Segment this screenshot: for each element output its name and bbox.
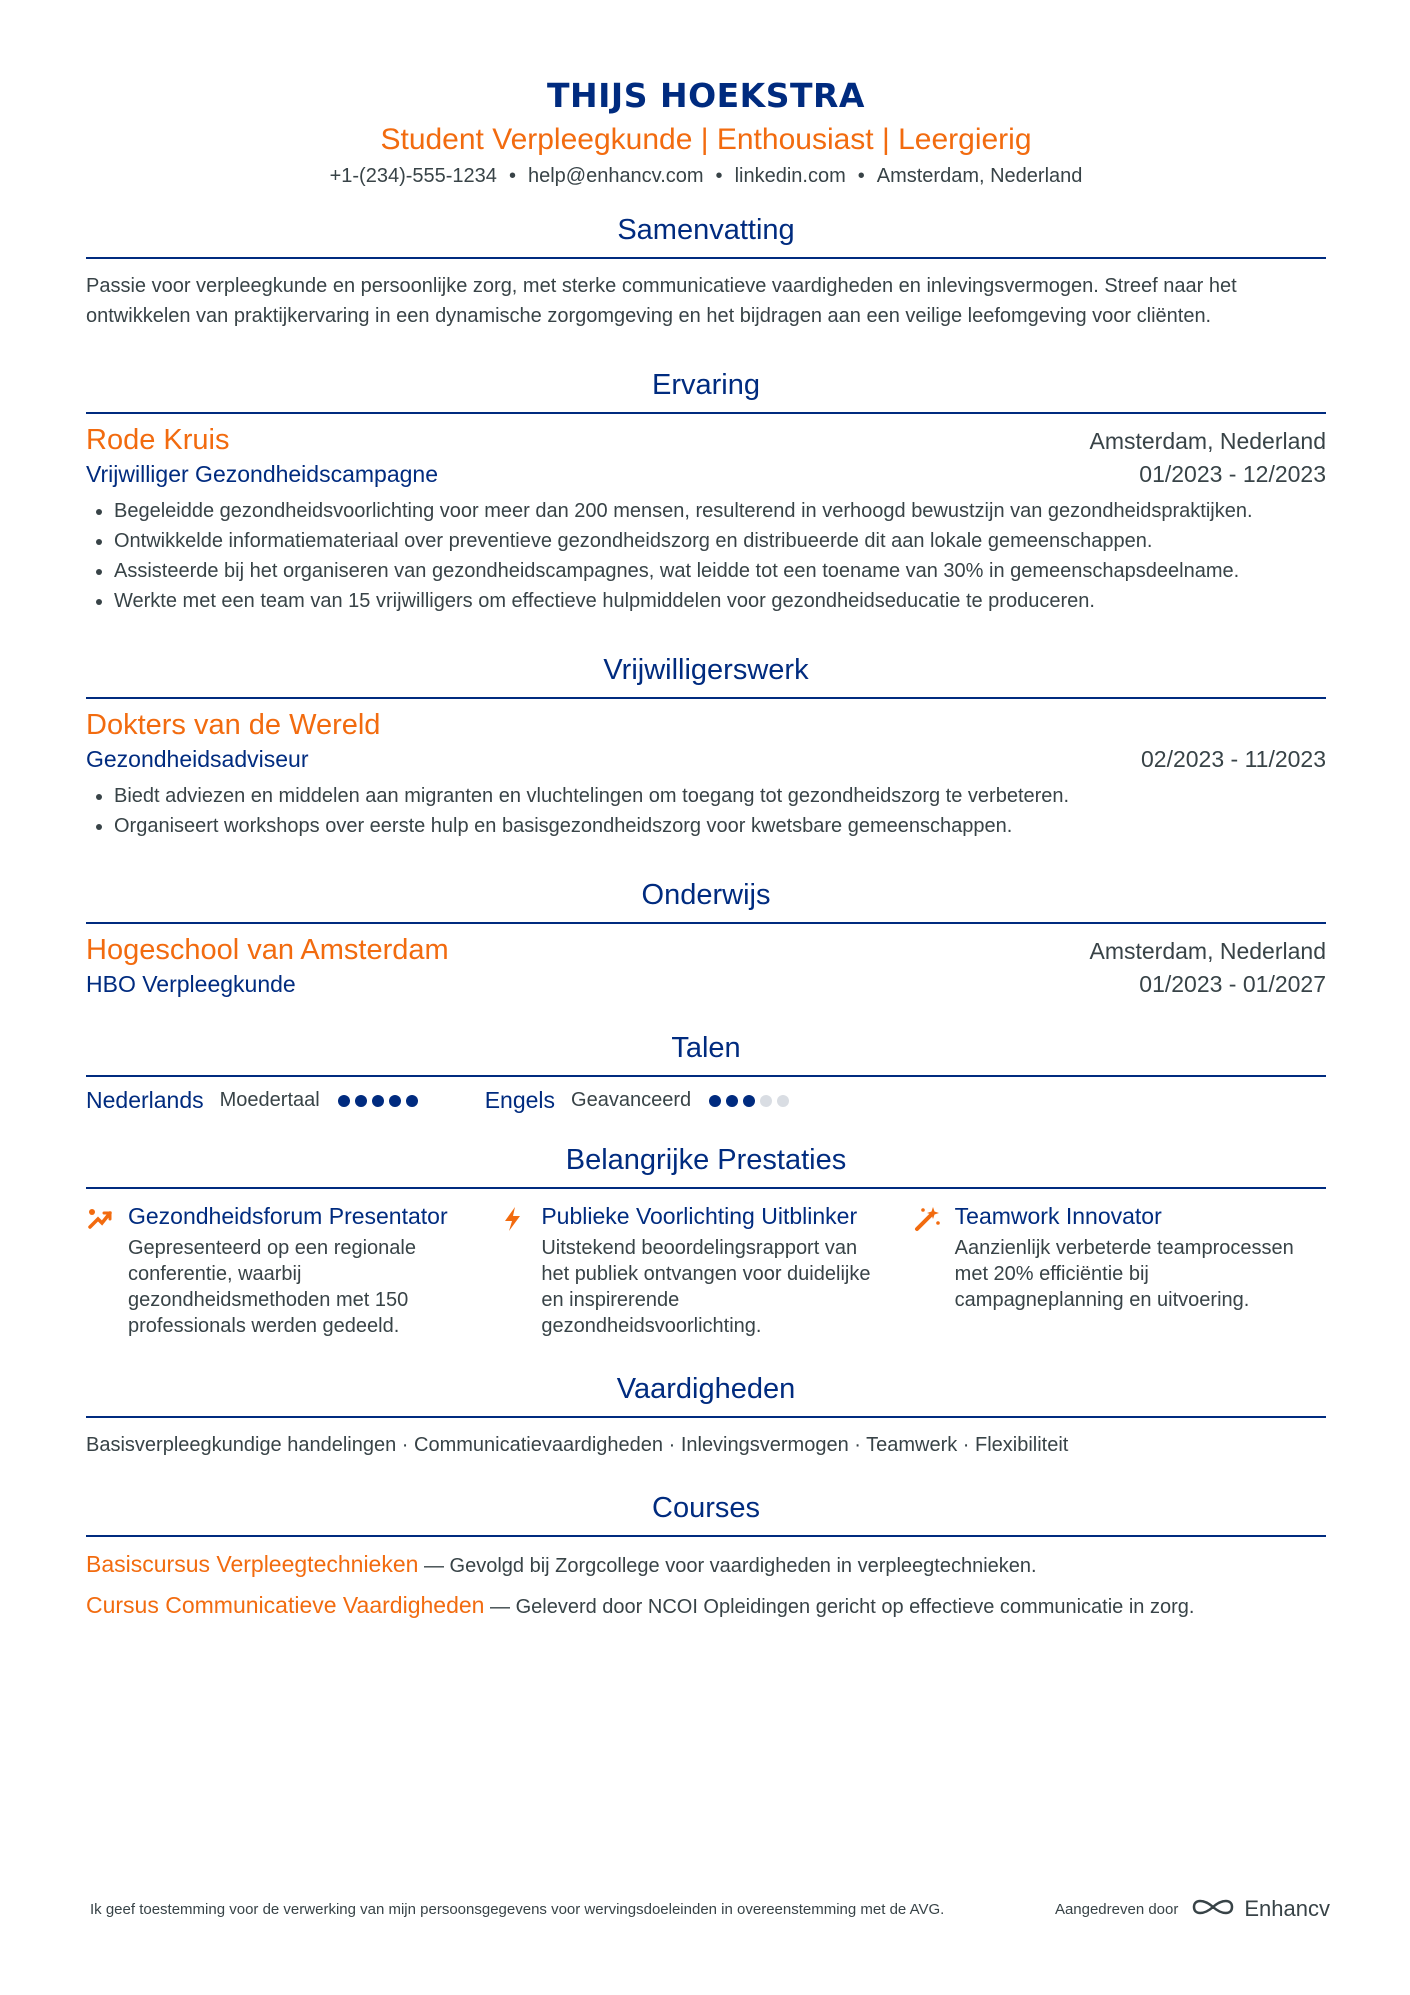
section-title: Courses (86, 1492, 1326, 1537)
institution: Hogeschool van Amsterdam (86, 934, 449, 966)
language-item (86, 1087, 423, 1114)
footer (90, 1895, 1330, 1923)
role: Vrijwilliger Gezondheidscampagne (86, 461, 438, 487)
section-title: Belangrijke Prestaties (86, 1144, 1326, 1189)
course-item (86, 1551, 1326, 1578)
achievement-title: Gezondheidsforum Presentator (128, 1203, 448, 1229)
presentation-icon (86, 1201, 128, 1339)
entry-dates: 01/2023 - 12/2023 (1139, 461, 1326, 487)
email[interactable]: help@enhancv.com (527, 165, 704, 187)
skills-section (86, 1373, 1326, 1460)
volunteering-section (86, 654, 1326, 841)
bullet-item: Ontwikkelde informatiemateriaal over preventieve gezondheidszorg en distribueerde dit aan lokale gemeenschappen. (86, 526, 1326, 556)
skills-text: Basisverpleegkundige handelingen · Communicatievaardigheden · Inlevingsvermogen · Teamwerk · Flexibiliteit (86, 1434, 1069, 1456)
dot-filled (355, 1095, 367, 1107)
candidate-name: THIJS HOEKSTRA (547, 76, 865, 115)
experience-section (86, 369, 1326, 616)
section-title: Talen (86, 1032, 1326, 1077)
powered-by[interactable] (1055, 1895, 1330, 1923)
education-entry (86, 934, 1326, 998)
course-name: Cursus Communicatieve Vaardigheden (86, 1592, 485, 1618)
dot-filled (338, 1095, 350, 1107)
section-title: Onderwijs (86, 879, 1326, 924)
dot-empty (777, 1095, 789, 1107)
proficiency-dots (338, 1095, 423, 1107)
course-separator: — (418, 1555, 450, 1577)
section-title: Samenvatting (86, 214, 1326, 259)
language-item (485, 1087, 794, 1114)
bullet-item: Begeleidde gezondheidsvoorlichting voor meer dan 200 mensen, resulterend in verhoogd bewustzijn van gezondheidspraktijken. (86, 496, 1326, 526)
bullet-item: Organiseert workshops over eerste hulp en basisgezondheidszorg voor kwetsbare gemeenschappen. (86, 811, 1326, 841)
course-description: Geleverd door NCOI Opleidingen gericht op effectieve communicatie in zorg. (515, 1596, 1195, 1618)
achievement-description: Uitstekend beoordelingsrapport van het publiek ontvangen voor duidelijke en inspirerende gezondheidsvoorlichting. (541, 1237, 871, 1337)
section-title: Vrijwilligerswerk (86, 654, 1326, 699)
location: Amsterdam, Nederland (876, 165, 1083, 187)
section-title: Ervaring (86, 369, 1326, 414)
course-name: Basiscursus Verpleegtechnieken (86, 1551, 419, 1577)
achievements-section (86, 1144, 1326, 1339)
organization: Dokters van de Wereld (86, 709, 381, 741)
language-level: Moedertaal (219, 1089, 320, 1111)
course-separator: — (484, 1596, 516, 1618)
candidate-title: Student Verpleegkunde | Enthousiast | Leergierig (380, 123, 1032, 156)
achievement-item (499, 1201, 912, 1339)
powered-by-label: Aangedreven door (1054, 1900, 1179, 1918)
brand-name: Enhancv (1244, 1896, 1330, 1921)
volunteering-entry (86, 709, 1326, 841)
magic-wand-icon (913, 1201, 955, 1339)
entry-dates: 02/2023 - 11/2023 (1140, 746, 1326, 772)
bullet-item: Werkte met een team van 15 vrijwilligers om effectieve hulpmiddelen voor gezondheidseducatie te produceren. (86, 586, 1326, 616)
lightning-icon (499, 1201, 541, 1339)
courses-section (86, 1492, 1326, 1619)
phone: +1-(234)-555-1234 (329, 165, 497, 187)
organization: Rode Kruis (86, 424, 230, 456)
language-name: Engels (484, 1087, 556, 1113)
languages-section (86, 1032, 1326, 1114)
separator: • (715, 165, 723, 187)
language-name: Nederlands (86, 1087, 204, 1113)
website[interactable]: linkedin.com (734, 165, 846, 187)
summary-text: Passie voor verpleegkunde en persoonlijke zorg, met sterke communicatieve vaardigheden en inlevingsvermogen. Streef naar het ontwikkelen van praktijkervaring in een dynamische zorgomgeving en het bijdragen aan een veilige leefomgeving voor cliënten. (86, 275, 1237, 327)
bullet-list (86, 496, 1326, 616)
dot-filled (389, 1095, 401, 1107)
bullet-list (86, 781, 1326, 841)
resume-header (86, 0, 1326, 188)
role: Gezondheidsadviseur (86, 746, 309, 772)
separator: • (508, 165, 516, 187)
resume-page (86, 0, 1326, 1619)
entry-location: Amsterdam, Nederland (1089, 938, 1326, 964)
enhancv-logo-icon (1190, 1895, 1236, 1923)
achievement-list (86, 1201, 1326, 1339)
summary-section (86, 214, 1326, 331)
proficiency-dots (709, 1095, 794, 1107)
consent-text: Ik geef toestemming voor de verwerking van mijn persoonsgegevens voor wervingsdoeleinden in overeenstemming met de AVG. (90, 1900, 945, 1918)
achievement-item (913, 1201, 1326, 1339)
dot-empty (760, 1095, 772, 1107)
achievement-description: Gepresenteerd op een regionale conferentie, waarbij gezondheidsmethoden met 150 professionals werden gedeeld. (128, 1237, 416, 1337)
separator: • (857, 165, 865, 187)
dot-filled (406, 1095, 418, 1107)
dot-filled (372, 1095, 384, 1107)
dot-filled (726, 1095, 738, 1107)
experience-entry (86, 424, 1326, 616)
bullet-item: Assisteerde bij het organiseren van gezondheidscampagnes, wat leidde tot een toename van 30% in gemeenschapsdeelname. (86, 556, 1326, 586)
achievement-title: Publieke Voorlichting Uitblinker (541, 1203, 858, 1229)
language-list (86, 1087, 1326, 1114)
course-item (86, 1592, 1326, 1619)
achievement-item (86, 1201, 499, 1339)
section-title: Vaardigheden (86, 1373, 1326, 1418)
achievement-title: Teamwork Innovator (954, 1203, 1162, 1229)
achievement-description: Aanzienlijk verbeterde teamprocessen met 20% efficiëntie bij campagneplanning en uitvoering. (954, 1237, 1294, 1311)
degree: HBO Verpleegkunde (86, 971, 296, 997)
contact-line (86, 165, 1326, 188)
dot-filled (709, 1095, 721, 1107)
course-description: Gevolgd bij Zorgcollege voor vaardigheden in verpleegtechnieken. (449, 1555, 1037, 1577)
education-section (86, 879, 1326, 998)
bullet-item: Biedt adviezen en middelen aan migranten en vluchtelingen om toegang tot gezondheidszorg te verbeteren. (86, 781, 1326, 811)
entry-location: Amsterdam, Nederland (1089, 428, 1326, 454)
entry-dates: 01/2023 - 01/2027 (1139, 971, 1326, 997)
language-level: Geavanceerd (571, 1089, 692, 1111)
dot-filled (743, 1095, 755, 1107)
